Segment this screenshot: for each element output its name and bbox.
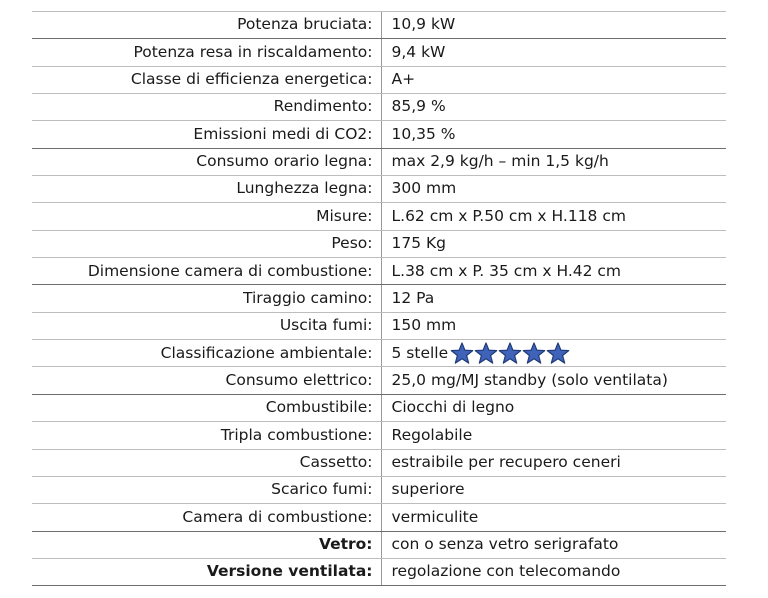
spec-label: Consumo elettrico:: [32, 367, 381, 394]
spec-value: vermiculite: [391, 507, 479, 526]
spec-row: [32, 66, 726, 93]
spec-value: con o senza vetro serigrafato: [391, 534, 619, 553]
spec-table: [32, 11, 726, 586]
spec-value-cell: [381, 367, 726, 394]
spec-row: [32, 176, 726, 203]
spec-label: Dimensione camera di combustione:: [32, 258, 381, 285]
spec-label: Misure:: [32, 203, 381, 230]
spec-value-cell: [381, 504, 726, 531]
spec-label: Classificazione ambientale:: [32, 340, 381, 367]
spec-label: Tiraggio camino:: [32, 285, 381, 312]
spec-row: [32, 39, 726, 66]
spec-row: [32, 504, 726, 531]
spec-label: Potenza bruciata:: [32, 12, 381, 39]
spec-value-cell: [381, 66, 726, 93]
spec-label: Cassetto:: [32, 449, 381, 476]
spec-value-cell: [381, 94, 726, 121]
spec-label: Uscita fumi:: [32, 312, 381, 339]
spec-label: Scarico fumi:: [32, 476, 381, 503]
spec-label: Versione ventilata:: [32, 558, 381, 585]
spec-value: 150 mm: [391, 316, 457, 335]
spec-value-cell: [381, 422, 726, 449]
spec-value-cell: [381, 558, 726, 585]
spec-label: Potenza resa in riscaldamento:: [32, 39, 381, 66]
spec-value-cell: [381, 176, 726, 203]
spec-value: 300 mm: [391, 179, 457, 198]
spec-label: Combustibile:: [32, 394, 381, 421]
spec-value: 9,4 kW: [391, 42, 446, 61]
spec-value-cell: [381, 394, 726, 421]
spec-label: Emissioni medi di CO2:: [32, 121, 381, 148]
spec-value: 25,0 mg/MJ standby (solo ventilata): [391, 370, 668, 389]
spec-label: Rendimento:: [32, 94, 381, 121]
spec-label: Camera di combustione:: [32, 504, 381, 531]
spec-value-cell: [381, 531, 726, 558]
spec-label: Consumo orario legna:: [32, 148, 381, 175]
spec-label: Lunghezza legna:: [32, 176, 381, 203]
spec-value: 12 Pa: [391, 288, 435, 307]
spec-value: max 2,9 kg/h – min 1,5 kg/h: [391, 152, 609, 171]
spec-row: [32, 476, 726, 503]
spec-value: 85,9 %: [391, 97, 446, 116]
spec-value: 175 Kg: [391, 234, 447, 253]
spec-row: [32, 285, 726, 312]
rating-stars: [450, 342, 570, 365]
star-icon: [546, 342, 570, 365]
spec-row: [32, 148, 726, 175]
spec-row: [32, 558, 726, 585]
spec-row: [32, 94, 726, 121]
spec-row: [32, 121, 726, 148]
spec-value: A+: [391, 70, 416, 89]
spec-value: 5 stelle: [391, 343, 449, 362]
spec-row: [32, 531, 726, 558]
spec-label: Tripla combustione:: [32, 422, 381, 449]
spec-value-cell: [381, 312, 726, 339]
star-icon: [522, 342, 546, 365]
spec-value-cell: [381, 476, 726, 503]
spec-value-cell: [381, 39, 726, 66]
star-icon: [498, 342, 522, 365]
spec-value: 10,35 %: [391, 124, 456, 143]
spec-row: [32, 203, 726, 230]
spec-value-cell: [381, 285, 726, 312]
spec-value: estraibile per recupero ceneri: [391, 452, 621, 471]
star-icon: [450, 342, 474, 365]
spec-label: Peso:: [32, 230, 381, 257]
spec-value-cell: [381, 148, 726, 175]
spec-value-cell: [381, 230, 726, 257]
spec-value: Regolabile: [391, 425, 473, 444]
spec-row: [32, 422, 726, 449]
spec-value-cell: [381, 121, 726, 148]
spec-label: Vetro:: [32, 531, 381, 558]
spec-table-body: [32, 12, 726, 586]
spec-row: [32, 449, 726, 476]
spec-value: regolazione con telecomando: [391, 562, 621, 581]
spec-row: [32, 340, 726, 367]
spec-row: [32, 230, 726, 257]
spec-value: L.62 cm x P.50 cm x H.118 cm: [391, 206, 626, 225]
spec-value-cell: [381, 258, 726, 285]
spec-value: 10,9 kW: [391, 15, 456, 34]
spec-value-cell: [381, 340, 726, 367]
spec-label: Classe di efficienza energetica:: [32, 66, 381, 93]
spec-value: Ciocchi di legno: [391, 398, 515, 417]
spec-row: [32, 312, 726, 339]
spec-value-cell: [381, 203, 726, 230]
spec-value: L.38 cm x P. 35 cm x H.42 cm: [391, 261, 622, 280]
spec-value-cell: [381, 12, 726, 39]
spec-value-cell: [381, 449, 726, 476]
spec-row: [32, 12, 726, 39]
star-icon: [474, 342, 498, 365]
spec-row: [32, 258, 726, 285]
spec-value: superiore: [391, 480, 465, 499]
spec-row: [32, 367, 726, 394]
spec-row: [32, 394, 726, 421]
